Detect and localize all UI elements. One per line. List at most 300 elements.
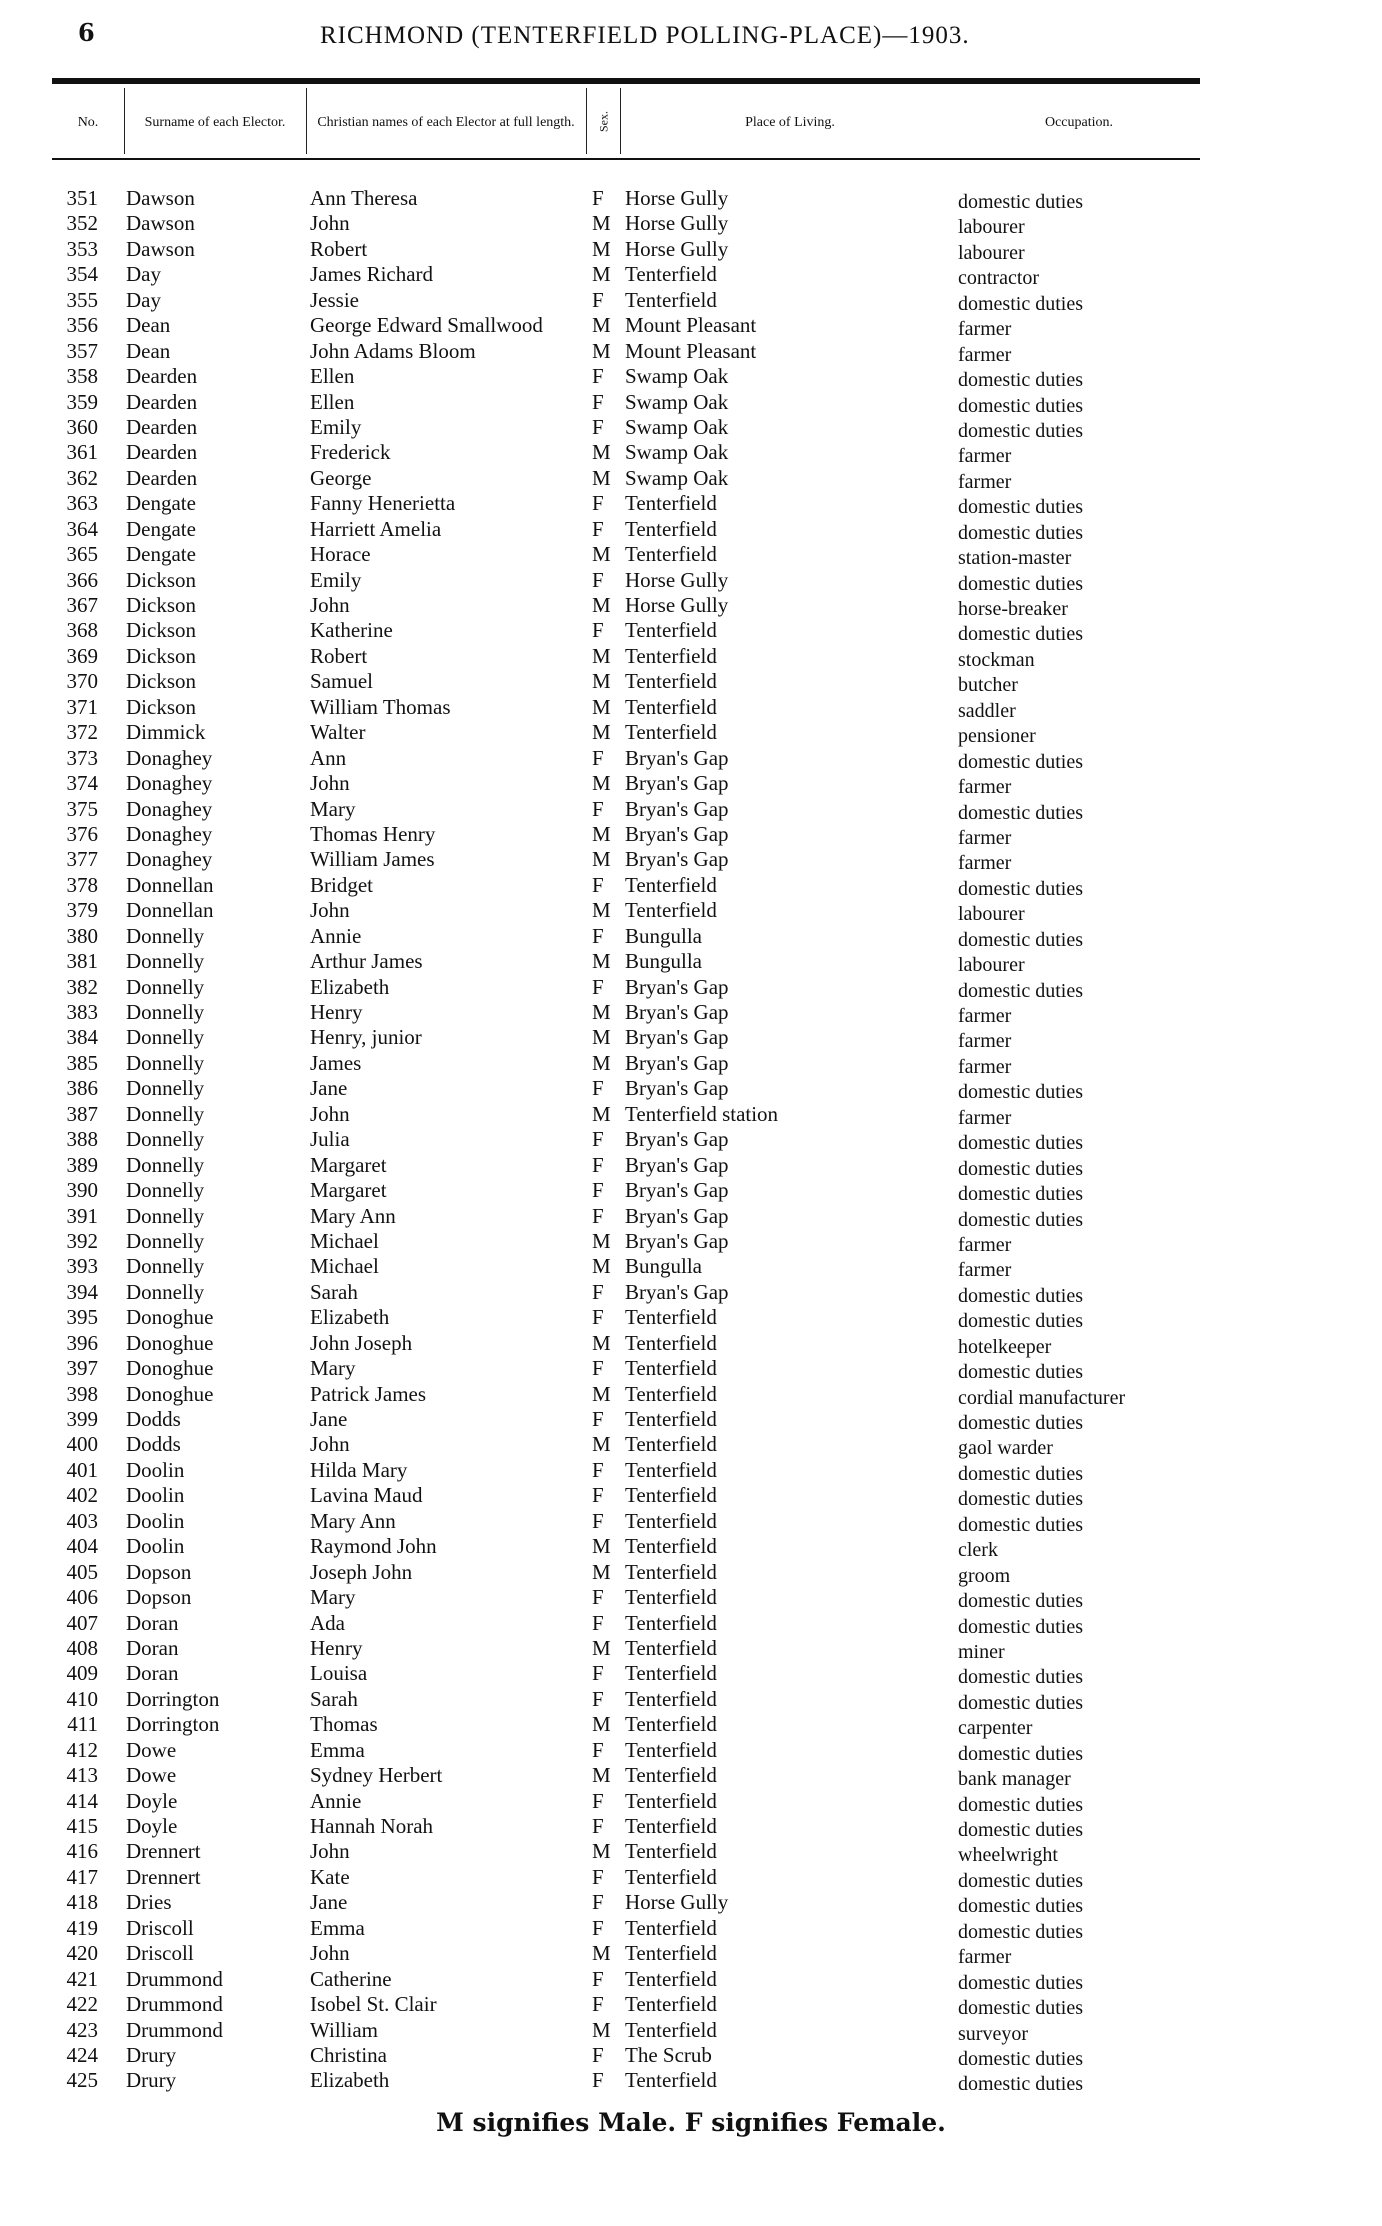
elector-occupation: domestic duties xyxy=(958,1971,1083,1994)
table-row xyxy=(0,1814,1382,1839)
elector-number: 415 xyxy=(66,1814,98,1838)
elector-sex: M xyxy=(592,1050,611,1075)
table-row xyxy=(0,491,1382,519)
elector-sex: M xyxy=(592,847,611,872)
elector-christian-names: Jessie xyxy=(310,287,359,312)
elector-sex: M xyxy=(592,1712,611,1737)
table-row xyxy=(0,1865,1382,1890)
elector-number: 356 xyxy=(66,313,98,338)
elector-sex: M xyxy=(592,1228,611,1253)
elector-christian-names: Henry, junior xyxy=(310,1025,422,1050)
elector-occupation: contractor xyxy=(958,267,1040,290)
elector-number: 393 xyxy=(66,1254,98,1279)
column-divider xyxy=(124,88,125,154)
elector-number: 374 xyxy=(66,771,98,796)
elector-place-of-living: The Scrub xyxy=(625,2042,712,2067)
elector-sex: F xyxy=(592,389,604,414)
elector-number: 367 xyxy=(66,593,98,617)
elector-occupation: domestic duties xyxy=(958,979,1083,1002)
elector-surname: Donoghue xyxy=(126,1381,214,1406)
elector-occupation: horse-breaker xyxy=(958,598,1068,620)
elector-place-of-living: Bryan's Gap xyxy=(625,1050,729,1075)
elector-number: 380 xyxy=(66,923,98,948)
elector-christian-names: Jane xyxy=(310,1076,348,1101)
elector-sex: F xyxy=(592,1686,604,1711)
elector-christian-names: Hannah Norah xyxy=(310,1814,434,1838)
elector-sex: F xyxy=(592,516,604,541)
elector-sex: M xyxy=(592,898,611,923)
elector-number: 424 xyxy=(66,2042,98,2067)
elector-sex: F xyxy=(592,1814,604,1838)
elector-place-of-living: Tenterfield xyxy=(625,898,717,923)
elector-christian-names: George xyxy=(310,465,372,490)
elector-surname: Donnelly xyxy=(126,1178,205,1203)
elector-christian-names: Jane xyxy=(310,1890,348,1915)
elector-place-of-living: Tenterfield xyxy=(625,1661,717,1686)
elector-occupation: labourer xyxy=(958,241,1025,264)
elector-surname: Dodds xyxy=(126,1407,181,1431)
elector-occupation: groom xyxy=(958,1564,1011,1587)
elector-number: 378 xyxy=(66,872,98,897)
elector-place-of-living: Tenterfield xyxy=(625,542,717,567)
elector-sex: M xyxy=(592,821,611,846)
table-row xyxy=(0,1738,1382,1763)
elector-sex: F xyxy=(592,1305,604,1330)
elector-place-of-living: Tenterfield xyxy=(625,643,717,668)
elector-surname: Donaghey xyxy=(126,796,213,821)
table-row xyxy=(0,1763,1382,1791)
elector-christian-names: Sarah xyxy=(310,1279,358,1304)
elector-number: 414 xyxy=(66,1788,98,1813)
elector-occupation: domestic duties xyxy=(958,1513,1083,1536)
elector-place-of-living: Tenterfield xyxy=(625,1483,717,1508)
elector-sex: F xyxy=(592,974,604,999)
elector-number: 375 xyxy=(66,796,98,821)
table-row xyxy=(0,1483,1382,1511)
elector-sex: F xyxy=(592,872,604,897)
elector-number: 373 xyxy=(66,745,98,770)
elector-number: 401 xyxy=(66,1457,98,1482)
table-row xyxy=(0,1051,1382,1076)
column-header-sex: Sex. xyxy=(596,111,611,133)
elector-place-of-living: Tenterfield xyxy=(625,491,717,516)
table-row xyxy=(0,1636,1382,1661)
elector-number: 363 xyxy=(66,491,98,516)
elector-place-of-living: Tenterfield xyxy=(625,1356,717,1381)
column-header-place: Place of Living. xyxy=(745,114,835,130)
elector-occupation: domestic duties xyxy=(958,1920,1083,1943)
elector-occupation: domestic duties xyxy=(958,1895,1083,1918)
elector-occupation: domestic duties xyxy=(958,572,1083,595)
table-row xyxy=(0,542,1382,570)
elector-occupation: domestic duties xyxy=(958,928,1083,951)
elector-place-of-living: Tenterfield xyxy=(625,1966,717,1991)
elector-sex: M xyxy=(592,1635,611,1660)
elector-christian-names: Catherine xyxy=(310,1966,392,1991)
elector-number: 364 xyxy=(66,516,98,541)
elector-surname: Dopson xyxy=(126,1585,192,1610)
elector-surname: Dearden xyxy=(126,440,198,465)
elector-place-of-living: Tenterfield xyxy=(625,1635,717,1660)
elector-surname: Day xyxy=(126,262,161,287)
elector-christian-names: Harriett Amelia xyxy=(310,516,442,541)
elector-surname: Donnelly xyxy=(126,949,205,974)
elector-christian-names: Isobel St. Clair xyxy=(310,1992,437,2017)
elector-surname: Donoghue xyxy=(126,1356,214,1381)
elector-occupation: farmer xyxy=(958,1030,1012,1053)
elector-occupation: domestic duties xyxy=(958,750,1083,773)
elector-number: 379 xyxy=(66,898,98,923)
elector-occupation: stockman xyxy=(958,648,1035,671)
elector-number: 418 xyxy=(66,1890,98,1915)
elector-christian-names: Frederick xyxy=(310,440,391,465)
elector-number: 403 xyxy=(66,1508,98,1533)
elector-number: 361 xyxy=(66,440,98,465)
column-header-surname: Surname of each Elector. xyxy=(144,114,286,130)
table-row xyxy=(0,1076,1382,1104)
table-row xyxy=(0,262,1382,290)
elector-occupation: hotelkeeper xyxy=(958,1335,1052,1358)
elector-place-of-living: Tenterfield xyxy=(625,1839,717,1864)
elector-christian-names: Katherine xyxy=(310,618,393,643)
elector-christian-names: Ellen xyxy=(310,364,355,389)
elector-number: 388 xyxy=(66,1127,98,1152)
elector-surname: Doran xyxy=(126,1610,179,1635)
elector-christian-names: James xyxy=(310,1050,362,1075)
elector-number: 383 xyxy=(66,1000,98,1024)
elector-occupation: labourer xyxy=(958,216,1025,239)
elector-sex: F xyxy=(592,745,604,770)
table-row xyxy=(0,517,1382,542)
elector-surname: Dimmick xyxy=(126,720,206,745)
elector-number: 351 xyxy=(66,186,98,210)
table-row xyxy=(0,390,1382,415)
table-row xyxy=(0,1280,1382,1305)
table-row xyxy=(0,1687,1382,1712)
elector-christian-names: Margaret xyxy=(310,1152,387,1177)
elector-sex: F xyxy=(592,1966,604,1991)
elector-christian-names: Elizabeth xyxy=(310,1305,390,1330)
table-row xyxy=(0,847,1382,875)
elector-occupation: domestic duties xyxy=(958,623,1083,646)
elector-occupation: domestic duties xyxy=(958,1590,1083,1613)
elector-sex: F xyxy=(592,1152,604,1177)
elector-surname: Dodds xyxy=(126,1432,181,1457)
elector-christian-names: William Thomas xyxy=(310,694,451,719)
elector-surname: Drummond xyxy=(126,1966,223,1991)
elector-number: 381 xyxy=(66,949,98,974)
elector-occupation: domestic duties xyxy=(958,1793,1083,1816)
elector-christian-names: Bridget xyxy=(310,872,373,897)
table-row xyxy=(0,568,1382,593)
elector-place-of-living: Tenterfield xyxy=(625,1737,717,1762)
elector-occupation: domestic duties xyxy=(958,1869,1083,1892)
elector-sex: F xyxy=(592,1407,604,1431)
elector-occupation: carpenter xyxy=(958,1717,1033,1740)
elector-sex: F xyxy=(592,1661,604,1686)
elector-surname: Doolin xyxy=(126,1508,185,1533)
elector-sex: M xyxy=(592,1101,611,1126)
elector-sex: F xyxy=(592,2068,604,2093)
elector-surname: Dickson xyxy=(126,593,196,617)
table-row xyxy=(0,2018,1382,2043)
table-row xyxy=(0,415,1382,440)
elector-occupation: farmer xyxy=(958,1055,1012,1078)
elector-sex: F xyxy=(592,1483,604,1508)
elector-number: 372 xyxy=(66,720,98,745)
elector-christian-names: Margaret xyxy=(310,1178,387,1203)
elector-sex: M xyxy=(592,2017,611,2042)
elector-surname: Doran xyxy=(126,1661,179,1686)
elector-number: 391 xyxy=(66,1203,98,1228)
elector-occupation: farmer xyxy=(958,1233,1012,1256)
elector-sex: F xyxy=(592,1178,604,1203)
elector-christian-names: Elizabeth xyxy=(310,974,390,999)
elector-number: 362 xyxy=(66,465,98,490)
elector-place-of-living: Tenterfield xyxy=(625,1686,717,1711)
elector-christian-names: Michael xyxy=(310,1254,379,1279)
elector-number: 357 xyxy=(66,338,98,363)
elector-occupation: pensioner xyxy=(958,725,1036,748)
elector-christian-names: Horace xyxy=(310,542,371,567)
elector-christian-names: Thomas xyxy=(310,1712,378,1737)
table-row xyxy=(0,1789,1382,1814)
elector-number: 358 xyxy=(66,364,98,389)
elector-occupation: domestic duties xyxy=(958,1132,1083,1155)
table-row xyxy=(0,797,1382,822)
table-row xyxy=(0,771,1382,799)
table-row xyxy=(0,949,1382,977)
elector-place-of-living: Tenterfield xyxy=(625,1585,717,1610)
elector-occupation: domestic duties xyxy=(958,292,1083,315)
elector-place-of-living: Tenterfield xyxy=(625,872,717,897)
elector-surname: Donnellan xyxy=(126,898,214,923)
elector-surname: Donoghue xyxy=(126,1305,214,1330)
elector-surname: Drury xyxy=(126,2068,177,2093)
elector-occupation: farmer xyxy=(958,343,1012,366)
elector-sex: M xyxy=(592,313,611,338)
elector-sex: F xyxy=(592,796,604,821)
table-row xyxy=(0,1153,1382,1178)
elector-number: 360 xyxy=(66,414,98,439)
elector-christian-names: Mary Ann xyxy=(310,1508,396,1533)
elector-place-of-living: Tenterfield xyxy=(625,1788,717,1813)
elector-surname: Dengate xyxy=(126,491,196,516)
elector-occupation: domestic duties xyxy=(958,394,1083,417)
elector-number: 369 xyxy=(66,643,98,668)
elector-christian-names: John xyxy=(310,211,350,236)
elector-sex: M xyxy=(592,593,611,617)
elector-surname: Dearden xyxy=(126,389,198,414)
table-row xyxy=(0,339,1382,364)
elector-place-of-living: Tenterfield xyxy=(625,694,717,719)
elector-christian-names: Mary xyxy=(310,1356,356,1381)
elector-occupation: labourer xyxy=(958,954,1025,977)
elector-christian-names: John Joseph xyxy=(310,1330,413,1355)
elector-surname: Driscoll xyxy=(126,1941,194,1966)
elector-place-of-living: Tenterfield xyxy=(625,1992,717,2017)
elector-sex: M xyxy=(592,1254,611,1279)
elector-sex: F xyxy=(592,1457,604,1482)
elector-occupation: farmer xyxy=(958,852,1012,875)
elector-sex: F xyxy=(592,1203,604,1228)
elector-surname: Donaghey xyxy=(126,745,213,770)
elector-sex: F xyxy=(592,2042,604,2067)
table-row xyxy=(0,364,1382,392)
elector-sex: M xyxy=(592,465,611,490)
elector-christian-names: Fanny Henerietta xyxy=(310,491,456,516)
elector-occupation: domestic duties xyxy=(958,2073,1083,2096)
elector-sex: F xyxy=(592,1279,604,1304)
elector-christian-names: Christina xyxy=(310,2042,387,2067)
elector-christian-names: Annie xyxy=(310,923,362,948)
elector-place-of-living: Tenterfield xyxy=(625,1814,717,1838)
elector-christian-names: Ann Theresa xyxy=(310,186,418,210)
table-row xyxy=(0,2068,1382,2096)
table-row xyxy=(0,669,1382,697)
elector-surname: Doolin xyxy=(126,1534,185,1559)
elector-sex: F xyxy=(592,567,604,592)
elector-occupation: domestic duties xyxy=(958,1361,1083,1384)
elector-place-of-living: Tenterfield xyxy=(625,1559,717,1584)
elector-surname: Drennert xyxy=(126,1839,201,1864)
elector-surname: Donnelly xyxy=(126,1254,205,1279)
elector-sex: M xyxy=(592,949,611,974)
elector-surname: Donnelly xyxy=(126,1050,205,1075)
elector-surname: Day xyxy=(126,287,161,312)
table-row xyxy=(0,1560,1382,1585)
elector-christian-names: Henry xyxy=(310,1635,363,1660)
table-row xyxy=(0,186,1382,211)
table-row xyxy=(0,822,1382,847)
elector-place-of-living: Tenterfield xyxy=(625,1508,717,1533)
elector-christian-names: Ann xyxy=(310,745,347,770)
elector-occupation: station-master xyxy=(958,547,1072,570)
elector-place-of-living: Horse Gully xyxy=(625,236,729,261)
table-row xyxy=(0,1356,1382,1384)
elector-number: 420 xyxy=(66,1941,98,1966)
table-row xyxy=(0,618,1382,646)
elector-christian-names: William James xyxy=(310,847,435,872)
elector-occupation: domestic duties xyxy=(958,877,1083,900)
table-row xyxy=(0,1611,1382,1636)
column-header-occupation: Occupation. xyxy=(1044,114,1114,130)
elector-sex: F xyxy=(592,923,604,948)
table-row xyxy=(0,898,1382,926)
elector-number: 410 xyxy=(66,1686,98,1711)
elector-place-of-living: Tenterfield xyxy=(625,1407,717,1431)
elector-place-of-living: Swamp Oak xyxy=(625,389,729,414)
elector-occupation: domestic duties xyxy=(958,419,1083,442)
elector-place-of-living: Tenterfield xyxy=(625,1610,717,1635)
elector-place-of-living: Tenterfield xyxy=(625,1457,717,1482)
elector-place-of-living: Horse Gully xyxy=(625,1890,729,1915)
elector-surname: Donnelly xyxy=(126,1076,205,1101)
table-row xyxy=(0,1178,1382,1206)
elector-surname: Dearden xyxy=(126,465,198,490)
elector-number: 395 xyxy=(66,1305,98,1330)
elector-number: 409 xyxy=(66,1661,98,1686)
elector-sex: M xyxy=(592,1941,611,1966)
elector-occupation: domestic duties xyxy=(958,1310,1083,1333)
elector-surname: Drury xyxy=(126,2042,177,2067)
elector-surname: Donnelly xyxy=(126,974,205,999)
elector-sex: F xyxy=(592,414,604,439)
elector-sex: M xyxy=(592,211,611,236)
elector-sex: M xyxy=(592,1534,611,1559)
elector-sex: M xyxy=(592,542,611,567)
elector-surname: Dickson xyxy=(126,643,196,668)
elector-place-of-living: Bryan's Gap xyxy=(625,847,729,872)
elector-christian-names: John xyxy=(310,1941,350,1966)
elector-occupation: domestic duties xyxy=(958,1615,1083,1638)
elector-surname: Doyle xyxy=(126,1814,178,1838)
table-row xyxy=(0,466,1382,491)
elector-place-of-living: Tenterfield xyxy=(625,1305,717,1330)
elector-occupation: farmer xyxy=(958,470,1012,493)
elector-surname: Donnelly xyxy=(126,1152,205,1177)
elector-sex: F xyxy=(592,1610,604,1635)
elector-sex: F xyxy=(592,1127,604,1152)
elector-occupation: surveyor xyxy=(958,2022,1028,2045)
elector-sex: F xyxy=(592,287,604,312)
elector-surname: Donnelly xyxy=(126,1279,205,1304)
elector-christian-names: Mary xyxy=(310,796,356,821)
sex-legend: M signifies Male. F signifies Female. xyxy=(436,2108,946,2137)
elector-surname: Driscoll xyxy=(126,1915,194,1940)
elector-number: 352 xyxy=(66,211,98,236)
table-row xyxy=(0,1382,1382,1407)
elector-sex: M xyxy=(592,1432,611,1457)
table-row xyxy=(0,440,1382,468)
elector-occupation: domestic duties xyxy=(958,191,1083,213)
table-row xyxy=(0,2043,1382,2068)
elector-occupation: domestic duties xyxy=(958,1462,1083,1485)
elector-christian-names: Lavina Maud xyxy=(310,1483,423,1508)
elector-number: 425 xyxy=(66,2068,98,2093)
elector-christian-names: Ada xyxy=(310,1610,345,1635)
elector-occupation: farmer xyxy=(958,318,1012,341)
elector-christian-names: Robert xyxy=(310,236,368,261)
elector-place-of-living: Tenterfield xyxy=(625,720,717,745)
elector-number: 370 xyxy=(66,669,98,694)
elector-christian-names: John xyxy=(310,593,350,617)
elector-place-of-living: Tenterfield xyxy=(625,2068,717,2093)
elector-surname: Dawson xyxy=(126,236,195,261)
elector-place-of-living: Tenterfield xyxy=(625,1432,717,1457)
elector-christian-names: John xyxy=(310,898,350,923)
elector-place-of-living: Bryan's Gap xyxy=(625,1228,729,1253)
elector-surname: Dearden xyxy=(126,414,198,439)
elector-number: 416 xyxy=(66,1839,98,1864)
elector-place-of-living: Bryan's Gap xyxy=(625,745,729,770)
elector-number: 365 xyxy=(66,542,98,567)
elector-christian-names: William xyxy=(310,2017,378,2042)
elector-place-of-living: Bryan's Gap xyxy=(625,771,729,796)
elector-christian-names: Julia xyxy=(310,1127,350,1152)
elector-sex: M xyxy=(592,236,611,261)
table-row xyxy=(0,1890,1382,1918)
header-rule-bottom xyxy=(52,158,1200,160)
column-header-christian: Christian names of each Elector at full length. xyxy=(317,114,575,130)
elector-place-of-living: Tenterfield xyxy=(625,1941,717,1966)
elector-occupation: farmer xyxy=(958,1106,1012,1129)
elector-occupation: domestic duties xyxy=(958,1081,1083,1104)
elector-place-of-living: Bryan's Gap xyxy=(625,974,729,999)
elector-occupation: farmer xyxy=(958,445,1012,468)
elector-place-of-living: Tenterfield xyxy=(625,287,717,312)
elector-occupation: farmer xyxy=(958,826,1012,849)
